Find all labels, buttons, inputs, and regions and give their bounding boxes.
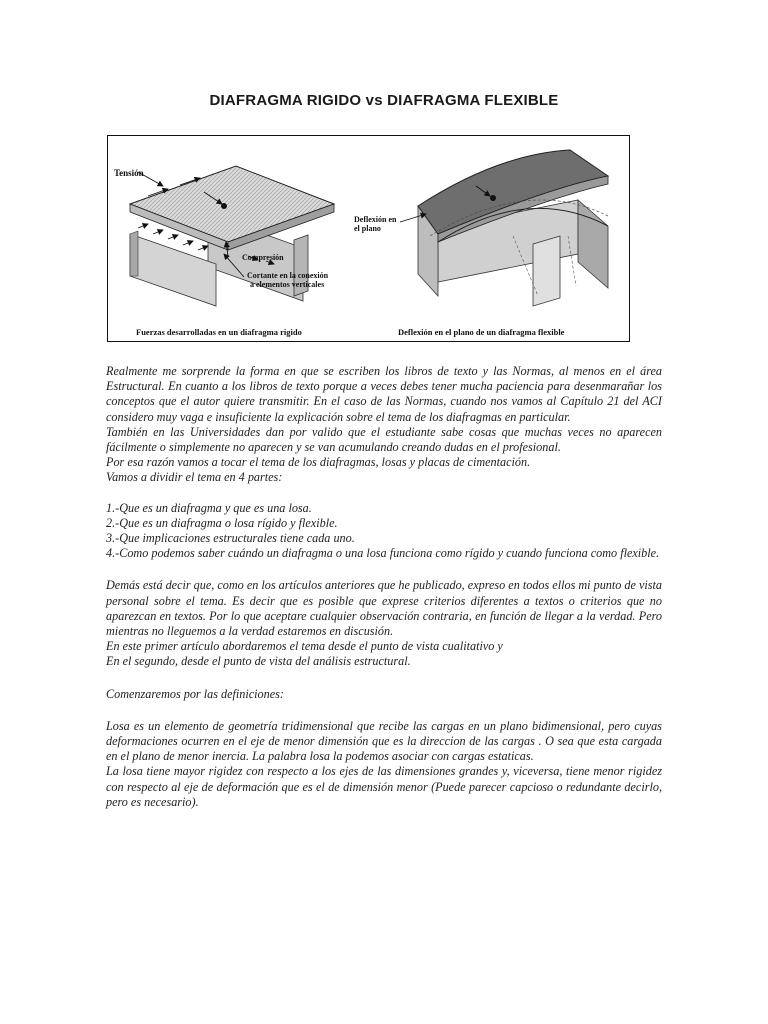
- paragraph: Losa es un elemento de geometría tridimensional que recibe las cargas en un plano bidimensional, pero cuyas deformaciones ocurren en el eje de menor dimensión que es la direccion de las cargas . O sea que esta cargada en el plano de menor inercia. La palabra losa la podemos asociar con cargas estaticas.: [106, 718, 662, 764]
- paragraph: Demás está decir que, como en los artículos anteriores que he publicado, expreso en todos ellos mi punto de vista personal sobre el tema. Es decir que es posible que exprese criterios diferentes a textos o criterios que no aparezcan en textos. Por lo que aceptare cualquier observación contraria, en función de llegar a la verdad. Pero mientras no lleguemos a la verdad estaremos en discusión.: [106, 578, 662, 639]
- label-shear-line2: a elementos verticales: [250, 280, 325, 289]
- list-item: 3.-Que implicaciones estructurales tiene cada uno.: [106, 531, 355, 546]
- paragraph: También en las Universidades dan por valido que el estudiante sabe cosas que muchas veces no aparecen fácilmente o simplemente no aparecen y se van acumulando creando dudas en el profesional.: [106, 424, 662, 455]
- label-compression: Compresión: [242, 253, 284, 262]
- flexible-diaphragm-drawing: [400, 150, 608, 306]
- paragraph: Por esa razón vamos a tocar el tema de los diafragmas, losas y placas de cimentación.: [106, 455, 531, 470]
- list-item: 4.-Como podemos saber cuándo un diafragma o una losa funciona como rígido y cuando funciona como flexible.: [106, 546, 660, 561]
- caption-rigid: Fuerzas desarrolladas en un diafragma rigido: [136, 327, 302, 337]
- label-deflection-line2: el plano: [354, 224, 381, 233]
- paragraph: Vamos a dividir el tema en 4 partes:: [106, 470, 283, 485]
- list-item: 1.-Que es un diafragma y que es una losa.: [106, 500, 312, 515]
- paragraph: Realmente me sorprende la forma en que se escriben los libros de texto y las Normas, al menos en el área Estructural. En cuanto a los libros de texto porque a veces debes tener mucha paciencia para desenmarañar los conceptos que el autor quiere transmitir. En el caso de las Normas, cuando nos vamos al Capítulo 21 del ACI considero muy vaga e insuficiente la explicación sobre el tema de los diafragmas en particular.: [106, 364, 662, 424]
- label-deflection-line1: Deflexión en: [354, 215, 397, 224]
- document-title: DIAFRAGMA RIGIDO vs DIAFRAGMA FLEXIBLE: [209, 92, 559, 109]
- article-body: [106, 364, 662, 810]
- paragraph: La losa tiene mayor rigidez con respecto a los ejes de las dimensiones grandes y, viceversa, tiene menor rigidez con respecto al eje de deformación que es el de dimensión menor (Puede parecer capcioso o redundante decirlo, pero es necesario).: [106, 764, 662, 809]
- label-tension: Tensión: [114, 168, 144, 178]
- diaphragm-illustration: [108, 136, 628, 340]
- paragraph: En el segundo, desde el punto de vista del análisis estructural.: [106, 654, 411, 669]
- caption-flexible: Deflexión en el plano de un diafragma flexible: [398, 327, 565, 337]
- paragraph: Comenzaremos por las definiciones:: [106, 686, 284, 701]
- diaphragm-figure: [107, 135, 630, 342]
- paragraph: En este primer artículo abordaremos el tema desde el punto de vista cualitativo y: [106, 639, 503, 654]
- label-shear-line1: Cortante en la conexión: [247, 271, 329, 280]
- list-item: 2.-Que es un diafragma o losa rígido y flexible.: [106, 515, 338, 530]
